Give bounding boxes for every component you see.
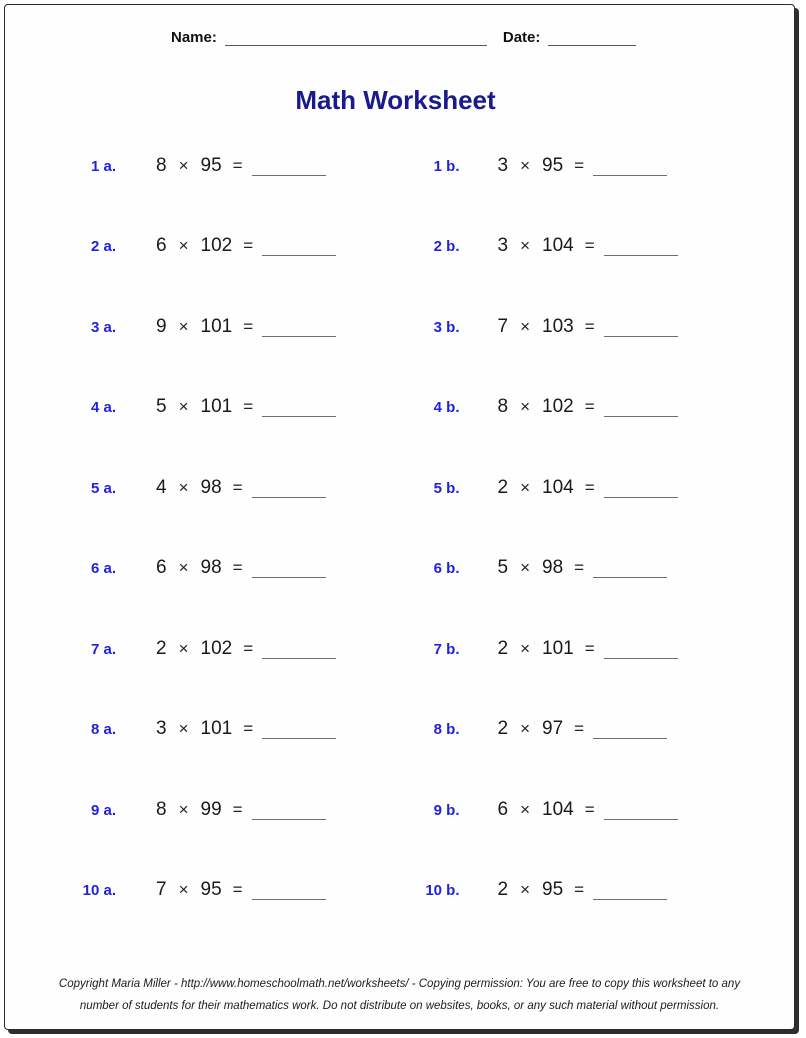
- multiply-sign: ×: [520, 316, 531, 336]
- problem-number: 5 a.: [90, 479, 116, 497]
- problem-expression: [498, 316, 678, 338]
- multiply-sign: ×: [178, 156, 189, 175]
- problem-row: [5, 467, 794, 547]
- multiply-sign: ×: [520, 799, 531, 819]
- problem-expression: [498, 557, 668, 579]
- factor-2: 95: [542, 155, 564, 176]
- factor-1: 2: [497, 637, 509, 659]
- answer-blank[interactable]: [604, 401, 678, 417]
- equals-sign: =: [232, 879, 243, 899]
- problem-expression: [156, 638, 336, 660]
- factor-2: 102: [200, 235, 233, 257]
- page-title: Math Worksheet: [295, 85, 496, 115]
- problem-number: 7 a.: [90, 640, 116, 658]
- factor-2: 98: [200, 557, 222, 579]
- factor-1: 2: [156, 637, 167, 659]
- problem-4a: [5, 396, 400, 418]
- answer-blank[interactable]: [604, 321, 678, 337]
- problem-expression: [156, 396, 336, 418]
- factor-2: 102: [200, 637, 233, 659]
- factor-2: 101: [200, 718, 233, 740]
- factor-1: 5: [497, 557, 509, 579]
- problem-number: 3 a.: [90, 318, 116, 336]
- factor-2: 95: [200, 155, 222, 176]
- problem-row: [5, 386, 794, 466]
- equals-sign: =: [574, 156, 585, 175]
- problem-expression: [498, 799, 678, 821]
- problem-number: 9 b.: [433, 801, 460, 819]
- answer-blank[interactable]: [593, 562, 667, 578]
- problem-row: [5, 628, 794, 708]
- equals-sign: =: [232, 558, 243, 578]
- equals-sign: =: [584, 316, 595, 336]
- name-label: Name:: [171, 29, 217, 46]
- factor-1: 8: [156, 798, 167, 820]
- factor-1: 7: [156, 878, 167, 900]
- problem-7b: [400, 638, 795, 660]
- equals-sign: =: [584, 236, 595, 256]
- copyright-line-2: number of students for their mathematics work. Do not distribute on websites, books, or any such material without permission.: [79, 999, 720, 1012]
- problem-6a: [5, 557, 400, 579]
- answer-blank[interactable]: [252, 804, 326, 820]
- problem-expression: [498, 718, 668, 740]
- factor-1: 4: [156, 476, 167, 498]
- factor-1: 7: [497, 315, 509, 337]
- multiply-sign: ×: [178, 477, 189, 497]
- copyright-line-1: Copyright Maria Miller - http://www.homeschoolmath.net/worksheets/ - Copying permission: You are free to copy this worksheet to any: [58, 978, 741, 991]
- answer-blank[interactable]: [262, 321, 336, 337]
- answer-blank[interactable]: [604, 482, 678, 498]
- factor-1: 9: [156, 315, 167, 337]
- problem-expression: [498, 879, 668, 901]
- equals-sign: =: [574, 719, 585, 739]
- problem-number: 6 a.: [90, 560, 116, 578]
- problem-number: 1 b.: [433, 158, 460, 175]
- factor-2: 97: [542, 718, 564, 740]
- problem-number: 4 b.: [433, 399, 460, 417]
- answer-blank[interactable]: [593, 160, 667, 176]
- problem-2b: [400, 235, 795, 257]
- multiply-sign: ×: [520, 879, 531, 899]
- factor-2: 99: [200, 798, 222, 820]
- problem-8a: [5, 718, 400, 740]
- problem-expression: [498, 235, 678, 257]
- factor-1: 2: [497, 718, 509, 740]
- multiply-sign: ×: [520, 236, 531, 256]
- equals-sign: =: [574, 558, 585, 578]
- problem-9b: [400, 799, 795, 821]
- problem-3b: [400, 316, 795, 338]
- equals-sign: =: [574, 879, 585, 899]
- worksheet-page: [4, 4, 795, 1030]
- problem-1b: [400, 155, 795, 177]
- problem-row: [5, 225, 794, 305]
- problem-10a: [5, 879, 400, 901]
- factor-2: 98: [542, 557, 564, 579]
- problem-expression: [156, 155, 326, 177]
- problem-expression: [156, 477, 326, 499]
- factor-1: 2: [497, 476, 509, 498]
- factor-2: 101: [200, 396, 233, 418]
- equals-sign: =: [584, 397, 595, 417]
- problem-5a: [5, 477, 400, 499]
- factor-2: 102: [542, 396, 574, 418]
- factor-1: 3: [156, 718, 167, 740]
- problem-expression: [156, 316, 336, 338]
- equals-sign: =: [232, 799, 243, 819]
- problem-expression: [156, 718, 336, 740]
- problem-5b: [400, 477, 795, 499]
- copyright-footer: [5, 974, 794, 1017]
- factor-1: 2: [497, 878, 509, 900]
- factor-1: 8: [497, 396, 509, 418]
- multiply-sign: ×: [178, 316, 189, 336]
- factor-2: 95: [200, 878, 222, 900]
- answer-blank[interactable]: [262, 723, 336, 739]
- name-date-row: [171, 29, 754, 46]
- problem-number: 7 b.: [433, 640, 460, 658]
- factor-1: 6: [156, 557, 167, 579]
- multiply-sign: ×: [520, 156, 531, 175]
- answer-blank[interactable]: [593, 723, 667, 739]
- factor-1: 3: [497, 155, 509, 176]
- name-input-line[interactable]: [225, 29, 487, 46]
- problem-expression: [156, 799, 326, 821]
- problem-9a: [5, 799, 400, 821]
- problem-number: 1 a.: [90, 158, 116, 175]
- problem-number: 8 a.: [90, 721, 116, 739]
- multiply-sign: ×: [520, 638, 531, 658]
- factor-2: 104: [542, 476, 574, 498]
- problem-3a: [5, 316, 400, 338]
- factor-2: 101: [542, 637, 574, 659]
- problem-expression: [498, 155, 668, 177]
- multiply-sign: ×: [520, 558, 531, 578]
- problem-row: [5, 789, 794, 869]
- equals-sign: =: [243, 397, 254, 417]
- equals-sign: =: [243, 316, 254, 336]
- answer-blank[interactable]: [262, 240, 336, 256]
- factor-1: 6: [156, 235, 167, 257]
- problem-expression: [498, 638, 678, 660]
- problem-number: 3 b.: [433, 318, 460, 336]
- problem-4b: [400, 396, 795, 418]
- equals-sign: =: [584, 799, 595, 819]
- answer-blank[interactable]: [252, 482, 326, 498]
- multiply-sign: ×: [520, 477, 531, 497]
- multiply-sign: ×: [178, 719, 189, 739]
- problem-number: 10 b.: [425, 881, 460, 899]
- answer-blank[interactable]: [262, 643, 336, 659]
- factor-2: 101: [200, 315, 233, 337]
- date-input-line[interactable]: [548, 29, 636, 46]
- problem-8b: [400, 718, 795, 740]
- problem-6b: [400, 557, 795, 579]
- answer-blank[interactable]: [252, 562, 326, 578]
- equals-sign: =: [232, 156, 243, 175]
- multiply-sign: ×: [178, 879, 189, 899]
- factor-2: 104: [542, 798, 574, 820]
- problem-row: [5, 547, 794, 627]
- problem-number: 5 b.: [433, 479, 460, 497]
- equals-sign: =: [243, 236, 254, 256]
- answer-blank[interactable]: [252, 884, 326, 900]
- problem-number: 8 b.: [433, 721, 460, 739]
- factor-2: 98: [200, 476, 222, 498]
- equals-sign: =: [232, 477, 243, 497]
- answer-blank[interactable]: [262, 401, 336, 417]
- date-label: Date:: [502, 29, 541, 46]
- problem-number: 2 a.: [90, 238, 116, 256]
- problem-row: [5, 145, 794, 225]
- multiply-sign: ×: [520, 719, 531, 739]
- factor-2: 104: [542, 235, 574, 257]
- problem-expression: [498, 396, 678, 418]
- factor-2: 103: [542, 315, 574, 337]
- problem-number: 9 a.: [90, 801, 116, 819]
- equals-sign: =: [584, 638, 595, 658]
- factor-1: 3: [497, 235, 509, 257]
- factor-2: 95: [542, 878, 564, 900]
- problem-10b: [400, 879, 795, 901]
- answer-blank[interactable]: [604, 643, 678, 659]
- answer-blank[interactable]: [252, 160, 326, 176]
- problem-expression: [498, 477, 678, 499]
- equals-sign: =: [584, 477, 595, 497]
- problems-grid: [5, 145, 794, 949]
- problem-expression: [156, 879, 326, 901]
- answer-blank[interactable]: [593, 884, 667, 900]
- multiply-sign: ×: [178, 799, 189, 819]
- problem-expression: [156, 235, 336, 257]
- answer-blank[interactable]: [604, 240, 678, 256]
- problem-row: [5, 869, 794, 949]
- multiply-sign: ×: [178, 397, 189, 417]
- multiply-sign: ×: [178, 638, 189, 658]
- multiply-sign: ×: [178, 236, 189, 256]
- multiply-sign: ×: [178, 558, 189, 578]
- problem-expression: [156, 557, 326, 579]
- factor-1: 8: [156, 155, 167, 176]
- problem-7a: [5, 638, 400, 660]
- equals-sign: =: [243, 638, 254, 658]
- problem-number: 6 b.: [433, 560, 460, 578]
- problem-2a: [5, 235, 400, 257]
- problem-number: 10 a.: [82, 881, 116, 899]
- factor-1: 6: [497, 798, 509, 820]
- equals-sign: =: [243, 719, 254, 739]
- factor-1: 5: [156, 396, 167, 418]
- problem-row: [5, 708, 794, 788]
- problem-number: 2 b.: [433, 238, 460, 256]
- problem-number: 4 a.: [90, 399, 116, 417]
- answer-blank[interactable]: [604, 804, 678, 820]
- problem-1a: [5, 155, 400, 177]
- multiply-sign: ×: [520, 397, 531, 417]
- problem-row: [5, 306, 794, 386]
